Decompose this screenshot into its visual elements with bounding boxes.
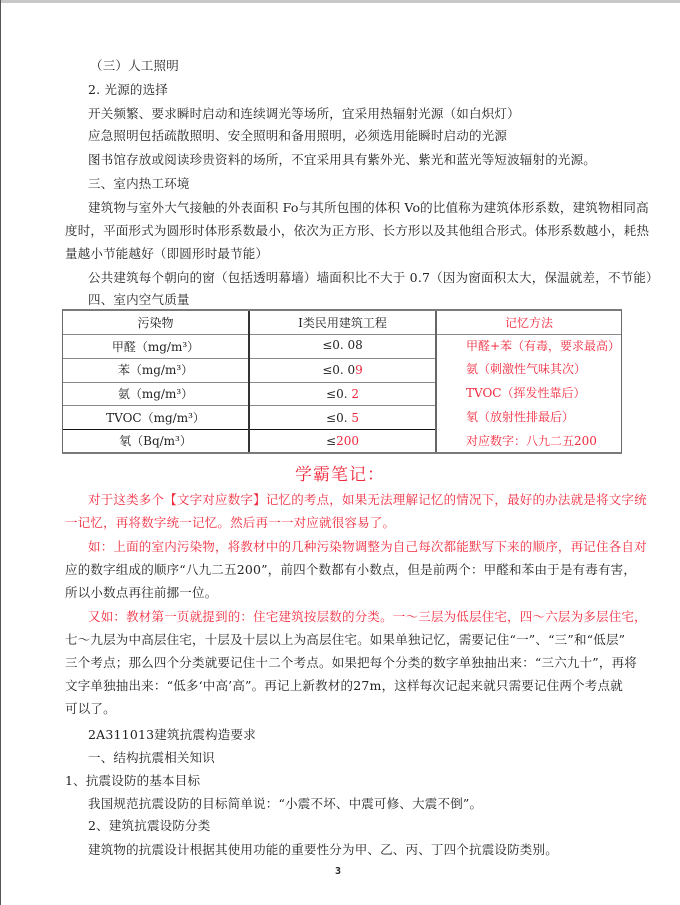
- text-line: 建筑物的抗震设计根据其使用功能的重要性分为甲、乙、丙、丁四个抗震设防类别。: [88, 842, 558, 857]
- note-text-line: 又如：教材第一页就提到的：住宅建筑按层数的分类。一～三层为低层住宅，四～六层为多层住宅，: [88, 609, 647, 624]
- memory-method-line: 对应数字：八九二五200: [466, 434, 597, 448]
- memory-method-line: 甲醛+苯（有毒，要求最高）: [466, 339, 621, 353]
- page-number: 3: [335, 866, 342, 877]
- item-heading: 2、建筑抗震设防分类: [88, 818, 211, 833]
- viewer-left-edge: [0, 0, 1, 905]
- viewer-top-edge: [0, 0, 680, 3]
- note-text-line: 文字单独抽出来：“低多‘中高’高”。再记上新教材的27m，这样每次记起来就只需要记住两个考点就: [65, 678, 623, 693]
- note-text-line: 七～九层为中高层住宅，十层及十层以上为高层住宅。如果单独记忆，需要记住“一”、“三”和“低层”: [65, 632, 626, 647]
- memory-method-line: 氡（放射性排最后）: [466, 410, 575, 424]
- note-text-line: 一记忆，再将数字统一记忆。然后再一一对应就很容易了。: [65, 515, 396, 530]
- subsection-heading: 一、结构抗震相关知识: [88, 750, 216, 765]
- pollutant-benzene: 苯（mg/m³）: [117, 363, 194, 377]
- text-line: 建筑物与室外大气接触的外表面积 Fo与其所包围的体积 Vo的比值称为建筑体形系数，建筑物相同高: [88, 200, 649, 215]
- pollutant-formaldehyde: 甲醛（mg/m³）: [111, 340, 200, 354]
- text-line: 应急照明包括疏散照明、安全照明和备用照明，必须选用能瞬时启动的光源: [88, 128, 508, 143]
- section-heading-lighting: （三）人工照明: [90, 58, 179, 73]
- memory-method-line: TVOC（挥发性靠后）: [466, 386, 586, 400]
- memory-method-line: 氨（刺激性气味其次）: [466, 362, 587, 376]
- text-line: 图书馆存放或阅读珍贵资料的场所，不宜采用具有紫外光、紫光和蓝光等短波辐射的光源。: [88, 152, 597, 167]
- section-code-heading: 2A311013建筑抗震构造要求: [88, 727, 256, 742]
- note-text-line: 对于这类多个【文字对应数字】记忆的考点，如果无法理解记忆的情况下，最好的办法就是将文字统: [88, 492, 647, 507]
- text-line: 我国规范抗震设防的目标简单说：“小震不坏、中震可修、大震不倒”。: [88, 796, 483, 811]
- note-text-line: 应的数字组成的顺序“八九二五200”，前四个数都有小数点，但是前两个：甲醛和苯由于是有毒有害，: [65, 562, 637, 577]
- subheading-light-source: 2. 光源的选择: [88, 82, 168, 97]
- text-line: 度时，平面形式为圆形时体形系数最小，依次为正方形、长方形以及其他组合形式。体形系数越小，耗热: [65, 223, 650, 238]
- item-heading: 1、抗震设防的基本目标: [65, 773, 201, 788]
- text-line: 开关频繁、要求瞬时启动和连续调光等场所，宜采用热辐射光源（如白炽灯）: [88, 106, 520, 121]
- limit-benzene: ≤0. 09: [322, 363, 363, 377]
- header-memory-method: 记忆方法: [504, 316, 553, 330]
- limit-ammonia: ≤0. 2: [326, 387, 359, 401]
- note-text-line: 如：上面的室内污染物，将教材中的几种污染物调整为自己每次都能默写下来的顺序，再记住各自对: [88, 539, 647, 554]
- pollutant-ammonia: 氨（mg/m³）: [117, 387, 194, 401]
- notes-title: 学霸笔记：: [295, 465, 385, 485]
- header-pollutant: 污染物: [137, 316, 174, 330]
- text-line: 公共建筑每个朝向的窗（包括透明幕墙）墙面积比不大于 0.7（因为窗面积太大，保温就差，不节能）: [88, 270, 659, 285]
- limit-radon: ≤200: [326, 434, 359, 448]
- limit-formaldehyde: ≤0. 08: [322, 338, 363, 352]
- pollutant-radon: 氡（Bq/m³）: [119, 434, 192, 448]
- header-class-i-limit: Ⅰ类民用建筑工程: [298, 316, 387, 330]
- section-heading-air-quality: 四、室内空气质量: [88, 292, 190, 307]
- note-text-line: 所以小数点再往前挪一位。: [65, 585, 218, 600]
- note-text-line: 三个考点；那么四个分类就要记住十二个考点。如果把每个分类的数字单独抽出来：“三六九十”，再将: [65, 655, 637, 670]
- section-heading-thermal: 三、室内热工环境: [88, 176, 190, 191]
- text-line: 量越小节能越好（即圆形时最节能）: [65, 246, 269, 261]
- pollutant-tvoc: TVOC（mg/m³）: [106, 411, 205, 425]
- note-text-line: 可以了。: [65, 701, 116, 716]
- limit-tvoc: ≤0. 5: [326, 411, 359, 425]
